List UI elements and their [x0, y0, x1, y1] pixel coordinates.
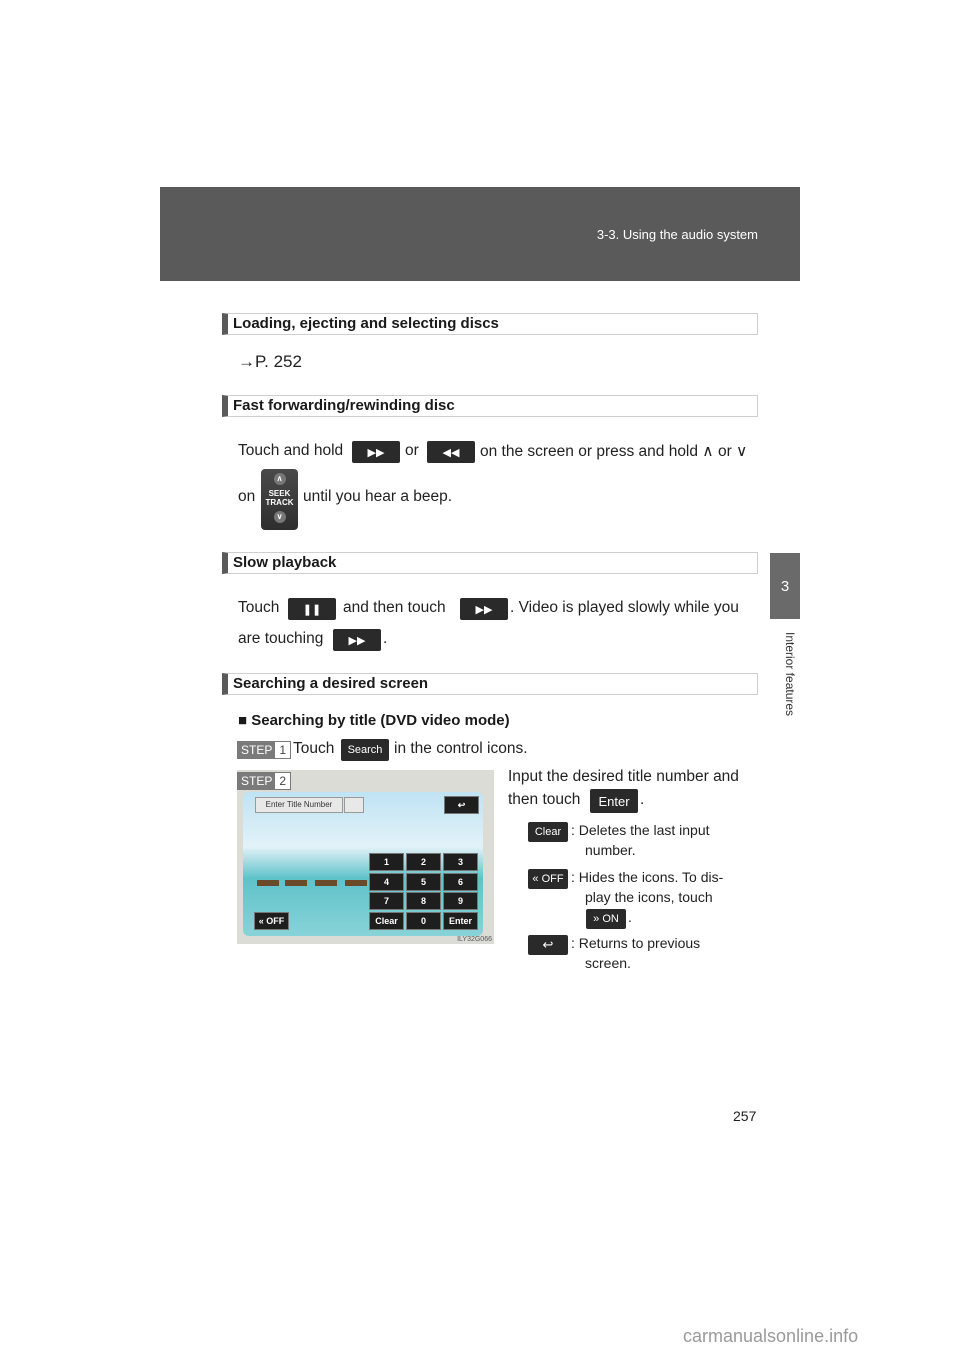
key-7: 7: [369, 892, 404, 910]
clear-desc-1: : Deletes the last input: [571, 822, 710, 838]
fast-forward-icon: ▶▶: [352, 441, 400, 463]
dvd-title-screen-image: [237, 770, 494, 944]
pause-icon: ❚❚: [288, 598, 336, 620]
fast-text-3: on the screen or press and hold ∧ or ∨: [480, 443, 748, 460]
enter-button-icon: Enter: [590, 789, 638, 813]
key-3: 3: [443, 853, 478, 871]
section-heading-loading: Loading, ejecting and selecting discs: [222, 313, 758, 335]
key-9: 9: [443, 892, 478, 910]
seek-track-switch-icon: ∧ SEEK TRACK ∨: [261, 469, 298, 530]
return-desc-1: : Returns to previous: [571, 935, 701, 951]
off-icon: « OFF: [528, 869, 568, 889]
page-reference: →P. 252: [238, 352, 302, 371]
fast-forward-icon: ▶▶: [460, 598, 508, 620]
figure-id: ILY32G066: [457, 936, 492, 943]
section-title: 3-3. Using the audio system: [596, 227, 758, 242]
slow-text-1: Touch: [238, 599, 280, 616]
section-heading-search: Searching a desired screen: [222, 673, 758, 695]
off-button: « OFF: [254, 912, 289, 930]
on-icon: » ON: [586, 909, 626, 929]
key-0: 0: [406, 912, 441, 930]
section-heading-fast: Fast forwarding/rewinding disc: [222, 395, 758, 417]
return-desc-2: screen.: [585, 955, 631, 971]
subheading-search-title: ■ Searching by title (DVD video mode): [238, 712, 510, 729]
chapter-label: Interior features: [783, 632, 797, 717]
key-enter: Enter: [443, 912, 478, 930]
off-desc-3: .: [628, 909, 632, 925]
off-desc-2: play the icons, touch: [585, 889, 713, 905]
key-2: 2: [406, 853, 441, 871]
slow-text-3: . Video is played slowly while you: [510, 599, 739, 616]
search-button-icon: Search: [341, 739, 389, 761]
step2-text-3: .: [640, 791, 645, 808]
fast-text-4: on: [238, 488, 256, 505]
clear-desc-2: number.: [585, 842, 636, 858]
step-2-badge: STEP 2: [237, 772, 291, 790]
key-8: 8: [406, 892, 441, 910]
return-icon: ↩: [444, 796, 479, 814]
key-6: 6: [443, 873, 478, 891]
fast-text-1: Touch and hold: [238, 442, 344, 459]
step2-text-1: Input the desired title number and: [508, 768, 739, 785]
slow-text-5: .: [383, 630, 388, 647]
return-icon: ↩: [528, 935, 568, 955]
rewind-icon: ◀◀: [427, 441, 475, 463]
key-5: 5: [406, 873, 441, 891]
watermark: carmanualsonline.info: [683, 1326, 859, 1346]
fast-text-2: or: [405, 442, 419, 459]
key-1: 1: [369, 853, 404, 871]
header-band: [160, 187, 800, 281]
step-1-badge: STEP 1: [237, 741, 291, 759]
slow-text-4: are touching: [238, 630, 324, 647]
fast-text-5: until you hear a beep.: [303, 488, 453, 505]
step1-text-1: Touch: [293, 740, 335, 757]
key-4: 4: [369, 873, 404, 891]
section-heading-slow: Slow playback: [222, 552, 758, 574]
title-number-field: [344, 797, 364, 813]
page-number: 257: [733, 1108, 757, 1124]
clear-icon: Clear: [528, 822, 568, 842]
off-desc-1: : Hides the icons. To dis-: [571, 869, 724, 885]
fast-forward-icon: ▶▶: [333, 629, 381, 651]
key-clear: Clear: [369, 912, 404, 930]
slow-text-2: and then touch: [343, 599, 446, 616]
step2-text-2: then touch: [508, 791, 581, 808]
step1-text-2: in the control icons.: [394, 740, 528, 757]
chapter-tab: 3: [770, 553, 800, 619]
enter-title-label: Enter Title Number: [255, 797, 343, 813]
seek-track-label: SEEK TRACK: [265, 489, 294, 507]
